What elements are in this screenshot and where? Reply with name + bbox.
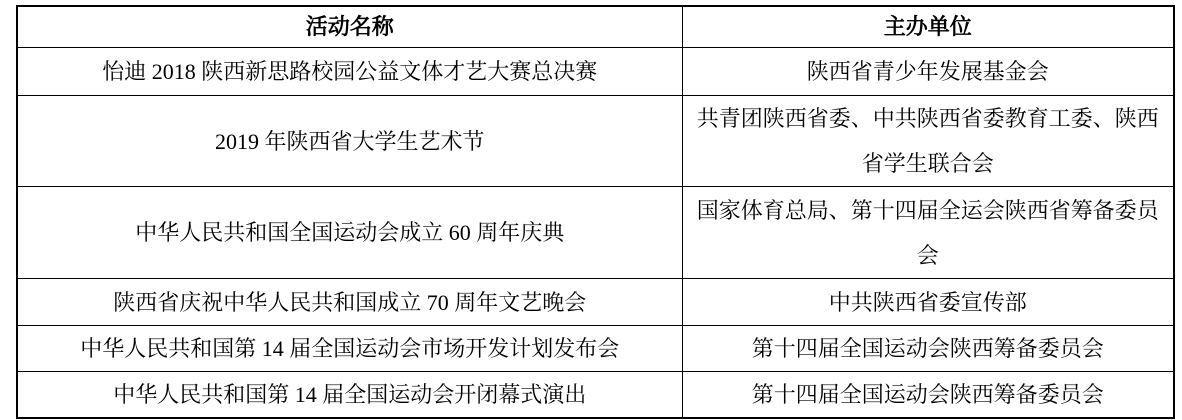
table-row (17, 48, 1174, 96)
activity-name-cell: 中华人民共和国全国运动会成立 60 周年庆典 (17, 187, 682, 279)
organizer-cell: 中共陕西省委宣传部 (682, 279, 1174, 326)
table-row (17, 279, 1174, 326)
table-body (17, 48, 1174, 419)
organizer-cell: 第十四届全国运动会陕西筹备委员会 (682, 372, 1174, 419)
organizer-cell: 共青团陕西省委、中共陕西省委教育工委、陕西省学生联合会 (682, 96, 1174, 187)
document-table-container (16, 5, 1175, 419)
column-header-organizer: 主办单位 (682, 6, 1174, 48)
column-header-activity-name: 活动名称 (17, 6, 682, 48)
activity-name-cell: 中华人民共和国第 14 届全国运动会开闭幕式演出 (17, 372, 682, 419)
organizer-cell: 第十四届全国运动会陕西筹备委员会 (682, 326, 1174, 372)
activity-name-cell: 2019 年陕西省大学生艺术节 (17, 96, 682, 187)
organizer-cell: 陕西省青少年发展基金会 (682, 48, 1174, 96)
table-row (17, 96, 1174, 187)
activities-table (16, 5, 1175, 419)
table-row (17, 372, 1174, 419)
table-row (17, 187, 1174, 279)
table-header-row (17, 6, 1174, 48)
table-row (17, 326, 1174, 372)
activity-name-cell: 陕西省庆祝中华人民共和国成立 70 周年文艺晚会 (17, 279, 682, 326)
activity-name-cell: 怡迪 2018 陕西新思路校园公益文体才艺大赛总决赛 (17, 48, 682, 96)
activity-name-cell: 中华人民共和国第 14 届全国运动会市场开发计划发布会 (17, 326, 682, 372)
organizer-cell: 国家体育总局、第十四届全运会陕西省筹备委员会 (682, 187, 1174, 279)
